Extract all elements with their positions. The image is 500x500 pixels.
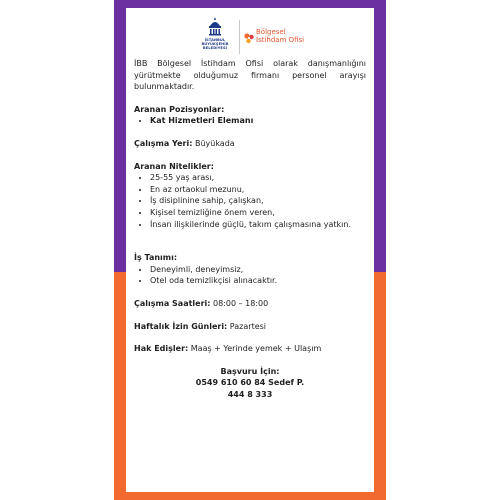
hours-label: Çalışma Saatleri:	[134, 298, 211, 308]
leave-days-label: Haftalık İzin Günleri:	[134, 321, 228, 331]
leave-days-line	[134, 321, 366, 333]
workplace-value: Büyükada	[192, 138, 235, 148]
qualification-item: • En az ortaokul mezunu,	[150, 184, 366, 196]
job-description-item: • Deneyimli, deneyimsiz,	[150, 264, 366, 276]
leave-days-value: Pazartesi	[227, 321, 267, 331]
positions-list	[134, 115, 366, 127]
istihdam-ofisi-logo-icon	[243, 32, 255, 44]
job-description-item: • Otel oda temizlikçisi alınacaktır.	[150, 275, 366, 287]
benefits-line	[134, 343, 366, 355]
workplace-line	[134, 138, 366, 150]
apply-heading: Başvuru İçin:	[220, 366, 280, 376]
hours-value: 08:00 – 18:00	[210, 298, 269, 308]
job-description-heading: İş Tanımı:	[134, 253, 178, 263]
position-item: • Kat Hizmetleri Elemanı	[150, 115, 366, 127]
posting-content	[134, 58, 366, 400]
header-logos	[126, 16, 374, 60]
ibb-emblem-icon	[208, 16, 222, 36]
benefits-label: Hak Edişler:	[134, 344, 189, 354]
job-posting-card	[126, 8, 374, 492]
apply-phone: 0549 610 60 84 Sedef P.	[195, 378, 305, 388]
office-logo-text	[256, 28, 304, 44]
apply-short-number: 444 8 333	[227, 389, 273, 399]
office-logo-line1: Bölgesel	[256, 28, 286, 36]
hours-line	[134, 298, 366, 310]
office-logo-line2: İstihdam Ofisi	[256, 36, 305, 44]
workplace-label: Çalışma Yeri:	[134, 138, 193, 148]
job-description-list	[134, 264, 366, 287]
qualification-item: • İş disiplinine sahip, çalışkan,	[150, 195, 366, 207]
logo-divider	[239, 20, 240, 54]
qualifications-list	[134, 172, 366, 230]
qualifications-heading: Aranan Nitelikler:	[134, 161, 214, 171]
qualification-item: • Kişisel temizliğine önem veren,	[150, 207, 366, 219]
positions-heading: Aranan Pozisyonlar:	[134, 104, 225, 114]
ibb-name: İSTANBUL BÜYÜKŞEHİR BELEDİYESİ	[201, 38, 229, 51]
intro-paragraph: İBB Bölgesel İstihdam Ofisi olarak danışmanlığını yürütmekte olduğumuz firmanı personel arayışı bulunmaktadır.	[134, 59, 366, 92]
qualification-item: • 25-55 yaş arası,	[150, 172, 366, 184]
benefits-value: Maaş + Yerinde yemek + Ulaşım	[188, 344, 322, 354]
qualification-item: • İnsan ilişkilerinde güçlü, takım çalışmasına yatkın.	[150, 219, 366, 231]
